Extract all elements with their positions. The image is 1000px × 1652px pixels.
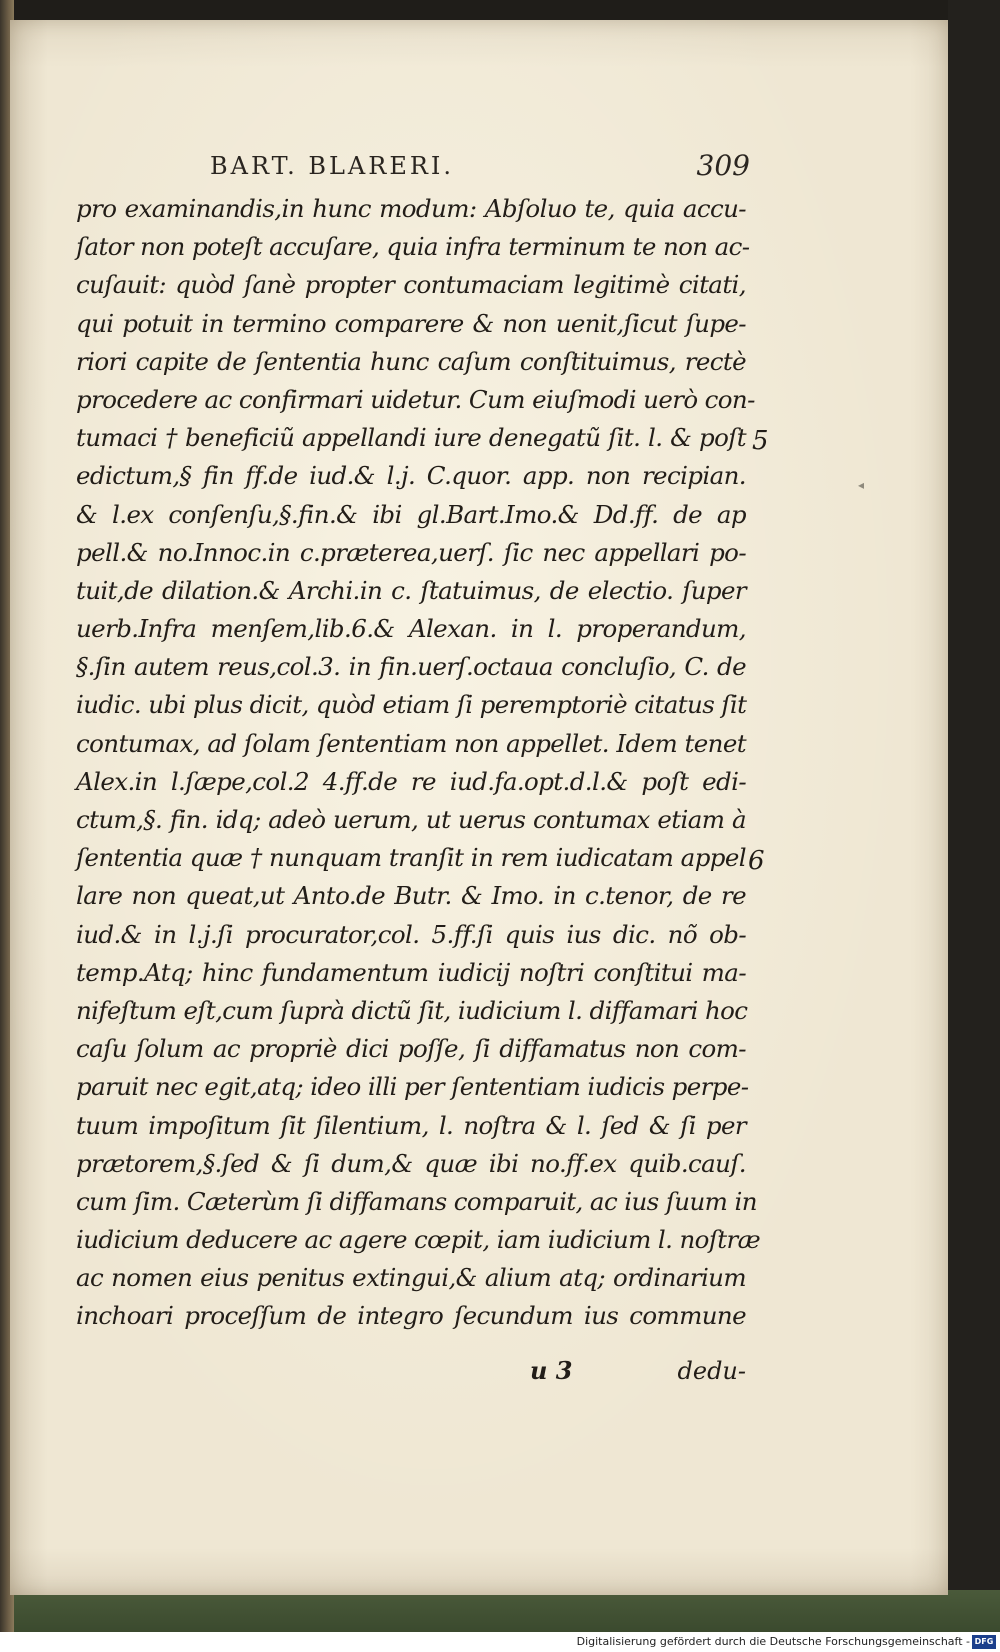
signature-row <box>530 1353 746 1389</box>
scan-background-right <box>948 0 1000 1600</box>
text-line: nifeſtum eſt,cum ſuprà dictũ ſit, iudicium l. diffamari hoc <box>76 995 748 1025</box>
running-title: BART. BLARERI. <box>210 152 455 180</box>
marginal-number: 5 <box>752 426 769 456</box>
text-line: cum ſim. Cæterùm ſi diffamans comparuit, ac ius ſuum in <box>76 1186 757 1216</box>
text-line: caſu ſolum ac propriè dici poſſe, ſi diffamatus non com- <box>76 1034 746 1064</box>
signature-mark: u 3 <box>530 1356 573 1385</box>
text-line: paruit nec egit,atq; ideo illi per ſententiam iudicis perpe- <box>76 1072 749 1102</box>
text-line: iudicium deducere ac agere cœpit, iam iudicium l. noſtræ <box>76 1225 761 1255</box>
funding-credit: Digitalisierung gefördert durch die Deutsche Forschungsgemeinschaft - <box>576 1635 970 1648</box>
dfg-logo: DFG <box>972 1635 996 1649</box>
text-line: lare non queat,ut Anto.de Butr. & Imo. in c.tenor, de re <box>76 881 746 911</box>
text-line: inchoari proceſſum de integro ſecundum ius commune <box>76 1301 746 1331</box>
text-line: ſententia quæ † nunquam tranſit in rem iudicatam appel <box>76 843 746 873</box>
text-line: qui potuit in termino comparere & non uenit,ſicut ſupe- <box>76 308 746 338</box>
pencil-mark: ◂ <box>858 478 865 492</box>
text-line: pro examinandis,in hunc modum: Abſoluo te, quia accu- <box>76 194 746 223</box>
text-line: Alex.in l.ſæpe,col.2 4.ff.de re iud.fa.opt.d.l.& poſt edi- <box>76 766 746 796</box>
text-line: temp.Atq; hinc fundamentum iudicij noſtri conſtitui ma- <box>76 957 746 987</box>
text-line: pell.& no.Innoc.in c.præterea,uerſ. ſic nec appellari po- <box>76 537 746 567</box>
text-line: contumax, ad ſolam ſententiam non appellet. Idem tenet <box>76 728 746 758</box>
marginal-number: 6 <box>748 846 765 876</box>
running-head <box>210 148 750 184</box>
text-line: procedere ac confirmari uidetur. Cum eiuſmodi uerò con- <box>76 384 755 414</box>
digitization-footer <box>0 1632 1000 1652</box>
text-line: ctum,§. fin. idq; adeò uerum, ut uerus contumax etiam à <box>76 805 746 834</box>
book-page <box>10 20 948 1595</box>
text-line: tuit,de dilation.& Archi.in c. ſtatuimus, de electio. ſuper <box>76 575 746 605</box>
text-line: uerb.Infra menſem,lib.6.& Alexan. in l. properandum, <box>76 614 746 644</box>
text-line: ſator non poteſt accuſare, quia infra terminum te non ac- <box>76 232 750 262</box>
text-line: & l.ex conſenſu,§.fin.& ibi gl.Bart.Imo.& Dd.ff. de ap <box>76 499 746 529</box>
text-line: §.ſin autem reus,col.3. in fin.uerſ.octaua concluſio, C. de <box>76 652 746 682</box>
catchword: dedu- <box>677 1357 746 1385</box>
text-line: riori capite de ſententia hunc caſum conſtituimus, rectè <box>76 346 746 376</box>
body-text <box>76 190 761 1336</box>
text-line: tuum impoſitum ſit ſilentium, l. noſtra & l. ſed & ſi per <box>76 1110 746 1140</box>
text-line: cuſauit: quòd ſanè propter contumaciam legitimè citati, <box>76 270 746 300</box>
text-line: edictum,§ fin ff.de iud.& l.j. C.quor. app. non recipian. <box>76 461 746 491</box>
text-line: ac nomen eius penitus extingui,& alium atq; ordinarium <box>76 1263 746 1293</box>
page-number: 309 <box>696 149 750 182</box>
scan-cover-board <box>0 1590 1000 1632</box>
text-line: iudic. ubi plus dicit, quòd etiam ſi peremptoriè citatus ſit <box>76 690 747 720</box>
scan-background-top <box>0 0 1000 22</box>
text-line: prætorem,§.ſed & ſi dum,& quæ ibi no.ff.ex quib.cauſ. <box>76 1148 746 1178</box>
text-line: iud.& in l.j.ſi procurator,col. 5.ff.ſi quis ius dic. nõ ob- <box>76 919 746 949</box>
text-line: tumaci † beneficiũ appellandi iure denegatũ ſit. l. & poſt <box>76 423 746 453</box>
